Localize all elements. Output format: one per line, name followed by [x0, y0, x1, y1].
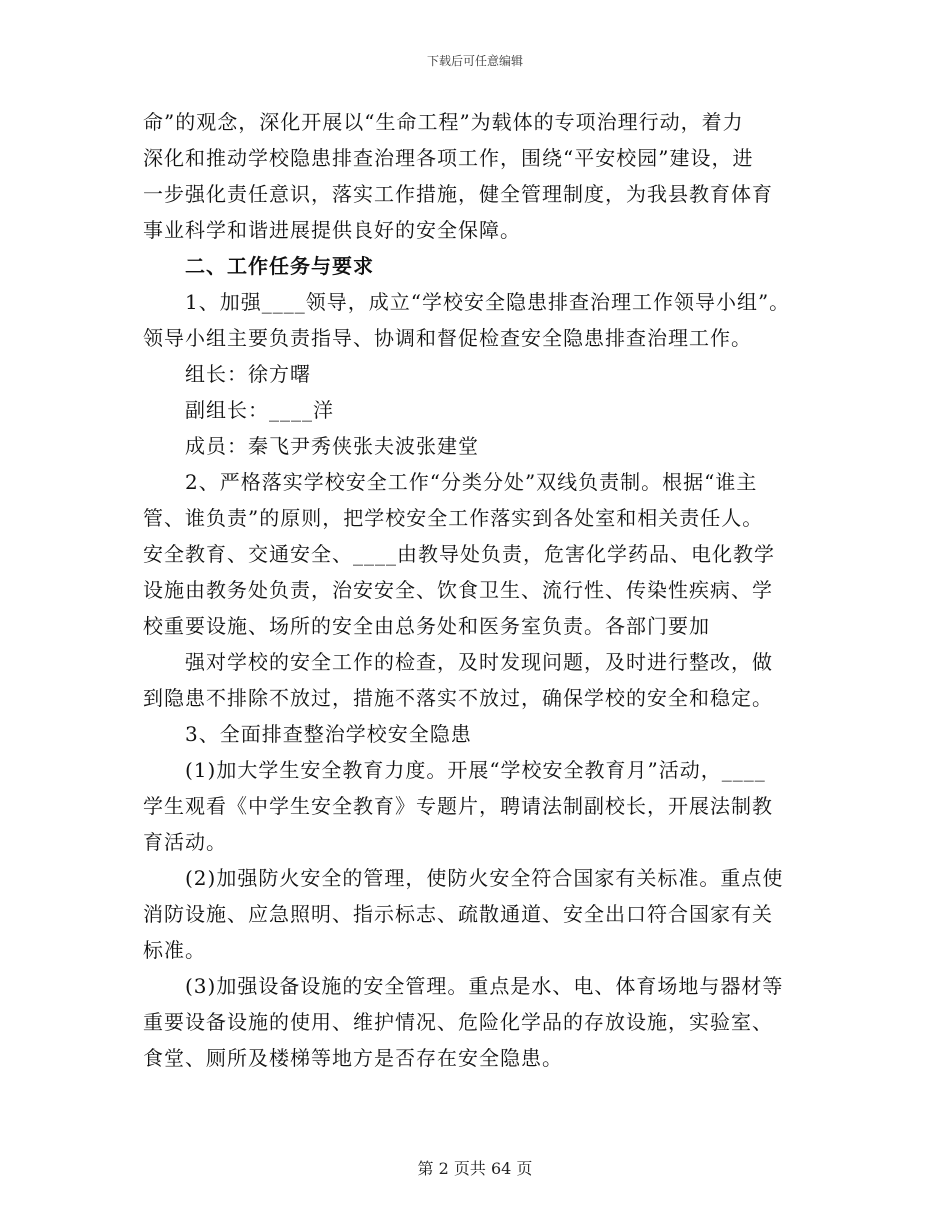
text-line: 3、全面排查整治学校安全隐患 [185, 722, 472, 746]
text-line: 成员：秦飞尹秀侠张夫波张建堂 [185, 434, 479, 458]
paragraph-sub-1 [143, 752, 823, 860]
text-line: 1、加强____领导，成立“学校安全隐患排查治理工作领导小组”。 [185, 290, 791, 314]
page-footer: 第 2 页共 64 页 [417, 1159, 533, 1178]
document-body [143, 104, 823, 1076]
text-line: 副组长：____洋 [185, 398, 334, 422]
paragraph-item-2b [143, 644, 823, 716]
page-header: 下载后可任意编辑 [426, 54, 523, 68]
text-line: 重要设备设施的使用、维护情况、危险化学品的存放设施，实验室、 [143, 1010, 773, 1034]
paragraph-item-2 [143, 464, 823, 644]
text-line: 管、谁负责”的原则，把学校安全工作落实到各处室和相关责任人。 [143, 506, 764, 530]
leader-line [143, 356, 823, 392]
text-line: 校重要设施、场所的安全由总务处和医务室负责。各部门要加 [143, 614, 710, 638]
text-line: 强对学校的安全工作的检查，及时发现问题，及时进行整改，做 [185, 650, 773, 674]
text-line: (1)加大学生安全教育力度。开展“学校安全教育月”活动，____ [185, 758, 766, 782]
text-line: 标准。 [143, 938, 206, 962]
members-line [143, 428, 823, 464]
text-line: 育活动。 [143, 830, 227, 854]
text-line: 设施由教务处负责，治安安全、饮食卫生、流行性、传染性疾病、学 [143, 578, 773, 602]
paragraph-intro [143, 104, 823, 248]
text-line: 食堂、厕所及楼梯等地方是否存在安全隐患。 [143, 1046, 563, 1070]
text-line: 一步强化责任意识，落实工作措施，健全管理制度，为我县教育体育 [143, 182, 773, 206]
vice-leader-line [143, 392, 823, 428]
text-line: 安全教育、交通安全、____由教导处负责，危害化学药品、电化教学 [143, 542, 775, 566]
text-line: 事业科学和谐进展提供良好的安全保障。 [143, 218, 521, 242]
paragraph-item-1 [143, 284, 823, 356]
section-heading: 二、工作任务与要求 [185, 254, 374, 278]
paragraph-sub-3 [143, 968, 823, 1076]
text-line: 深化和推动学校隐患排查治理各项工作，围绕“平安校园”建设，进 [143, 146, 754, 170]
text-line: 消防设施、应急照明、指示标志、疏散通道、安全出口符合国家有关 [143, 902, 773, 926]
text-line: (3)加强设备设施的安全管理。重点是水、电、体育场地与器材等 [185, 974, 784, 998]
text-line: 命”的观念，深化开展以“生命工程”为载体的专项治理行动，着力 [143, 110, 744, 134]
text-line: 学生观看《中学生安全教育》专题片，聘请法制副校长，开展法制教 [143, 794, 773, 818]
text-line: 2、严格落实学校安全工作“分类分处”双线负责制。根据“谁主 [185, 470, 758, 494]
subsection-heading [143, 716, 823, 752]
text-line: 领导小组主要负责指导、协调和督促检查安全隐患排查治理工作。 [143, 326, 752, 350]
text-line: 到隐患不排除不放过，措施不落实不放过，确保学校的安全和稳定。 [143, 686, 773, 710]
text-line: 组长：徐方曙 [185, 362, 311, 386]
text-line: (2)加强防火安全的管理，使防火安全符合国家有关标准。重点使 [185, 866, 784, 890]
paragraph-sub-2 [143, 860, 823, 968]
